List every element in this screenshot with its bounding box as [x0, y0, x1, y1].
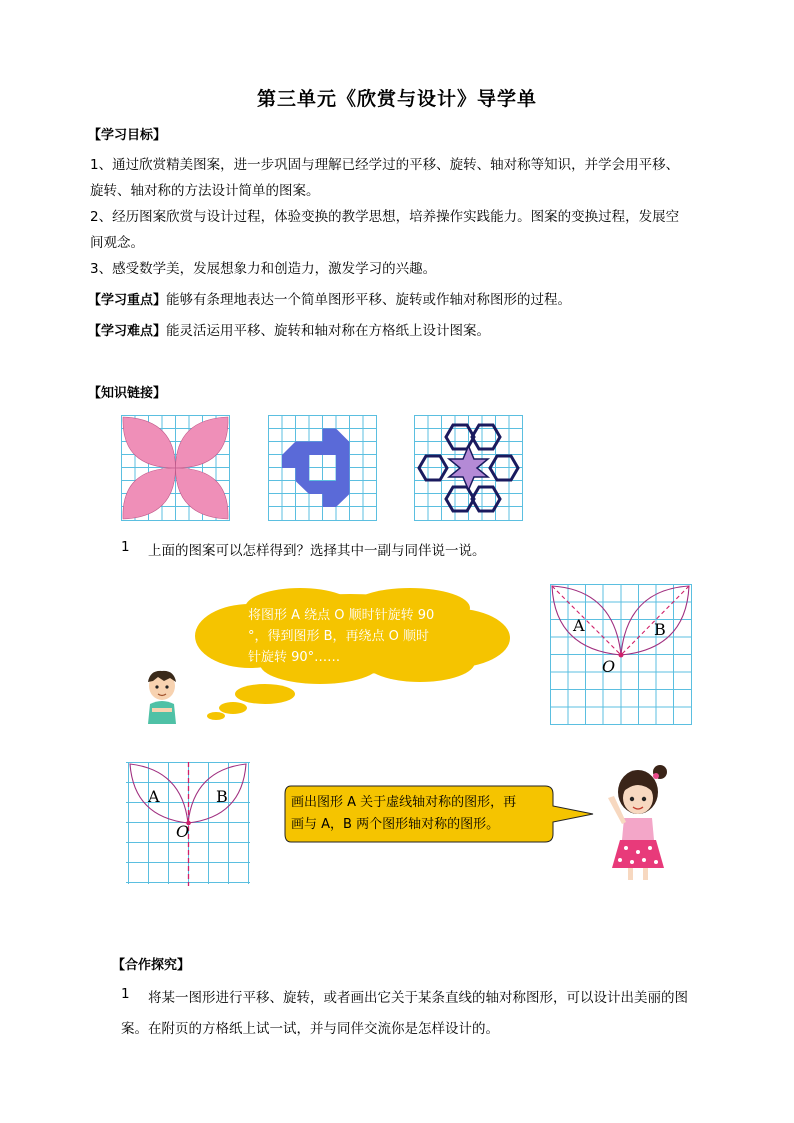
pinwheel-blade: [296, 468, 323, 494]
petal-pattern-image: [121, 415, 230, 521]
cloud-line: 将图形 A 绕点 O 顺时针旋转 90: [248, 608, 435, 623]
cooperate-number: 1: [121, 986, 130, 1002]
hexagon-star-pattern-image: [414, 415, 523, 521]
goal-line: 3、感受数学美，发展想象力和创造力，激发学习的兴趣。: [90, 261, 437, 277]
bubble-text: [291, 792, 516, 836]
goals-list: [90, 152, 730, 282]
cooperate-heading: 【合作探究】: [112, 958, 191, 973]
cloud-text: [248, 605, 434, 668]
knowledge-question: 上面的图案可以怎样得到？选择其中一副与同伴说一说。: [148, 543, 486, 559]
key-point: [88, 288, 571, 308]
page-title: 第三单元《欣赏与设计》导学单: [256, 88, 537, 110]
cooperate-line-2: 案。在附页的方格纸上试一试，并与同伴交流你是怎样设计的。: [121, 1021, 499, 1037]
symmetry-label-b: B: [216, 787, 228, 806]
pinwheel-blade: [282, 455, 296, 468]
goal-line: 1、通过欣赏精美图案，进一步巩固与理解已经学过的平移、旋转、轴对称等知识，并学会用平移、: [90, 157, 680, 173]
difficulty: [88, 319, 490, 339]
difficulty-heading: 【学习难点】: [88, 324, 167, 339]
symmetry-label-a: A: [148, 787, 160, 806]
cooperate-line-1: 将某一图形进行平移、旋转，或者画出它关于某条直线的轴对称图形，可以设计出美丽的图: [148, 990, 688, 1006]
pinwheel-pattern-image: [268, 415, 377, 521]
petal-shape: [123, 468, 176, 519]
boy-illustration: [136, 668, 188, 724]
rotation-label-b: B: [654, 620, 666, 639]
difficulty-text: 能灵活运用平移、旋转和轴对称在方格纸上设计图案。: [166, 323, 491, 339]
rotation-label-o: O: [602, 657, 616, 676]
petal-shape: [176, 417, 229, 468]
pinwheel-blade: [323, 468, 350, 507]
rotation-label-a: A: [573, 616, 585, 635]
goal-line: 2、经历图案欣赏与设计过程，体验变换的教学思想，培养操作实践能力。图案的变换过程，发展空: [90, 209, 680, 225]
knowledge-question-number: 1: [121, 539, 130, 555]
pinwheel-blade: [323, 429, 350, 469]
petal-shape: [123, 417, 176, 468]
petal-shape: [176, 468, 229, 519]
key-point-heading: 【学习重点】: [88, 293, 167, 308]
cloud-line: 针旋转 90°……: [248, 650, 341, 665]
cloud-line: °，得到图形 B，再绕点 O 顺时: [248, 629, 430, 644]
knowledge-heading: 【知识链接】: [88, 386, 167, 401]
symmetry-grid-image: [126, 762, 250, 886]
goal-line: 旋转、轴对称的方法设计简单的图案。: [90, 183, 320, 199]
goal-line: 间观念。: [90, 235, 144, 251]
bubble-line: 画与 A，B 两个图形轴对称的图形。: [291, 817, 500, 832]
rotation-grid-image: [550, 584, 692, 725]
bubble-line: 画出图形 A 关于虚线轴对称的图形，再: [291, 795, 517, 810]
symmetry-label-o: O: [176, 822, 190, 841]
hexagon-shape: [446, 487, 474, 511]
girl-illustration: [598, 762, 678, 884]
key-point-text: 能够有条理地表达一个简单图形平移、旋转或作轴对称图形的过程。: [166, 292, 572, 308]
goals-heading: 【学习目标】: [88, 128, 167, 143]
